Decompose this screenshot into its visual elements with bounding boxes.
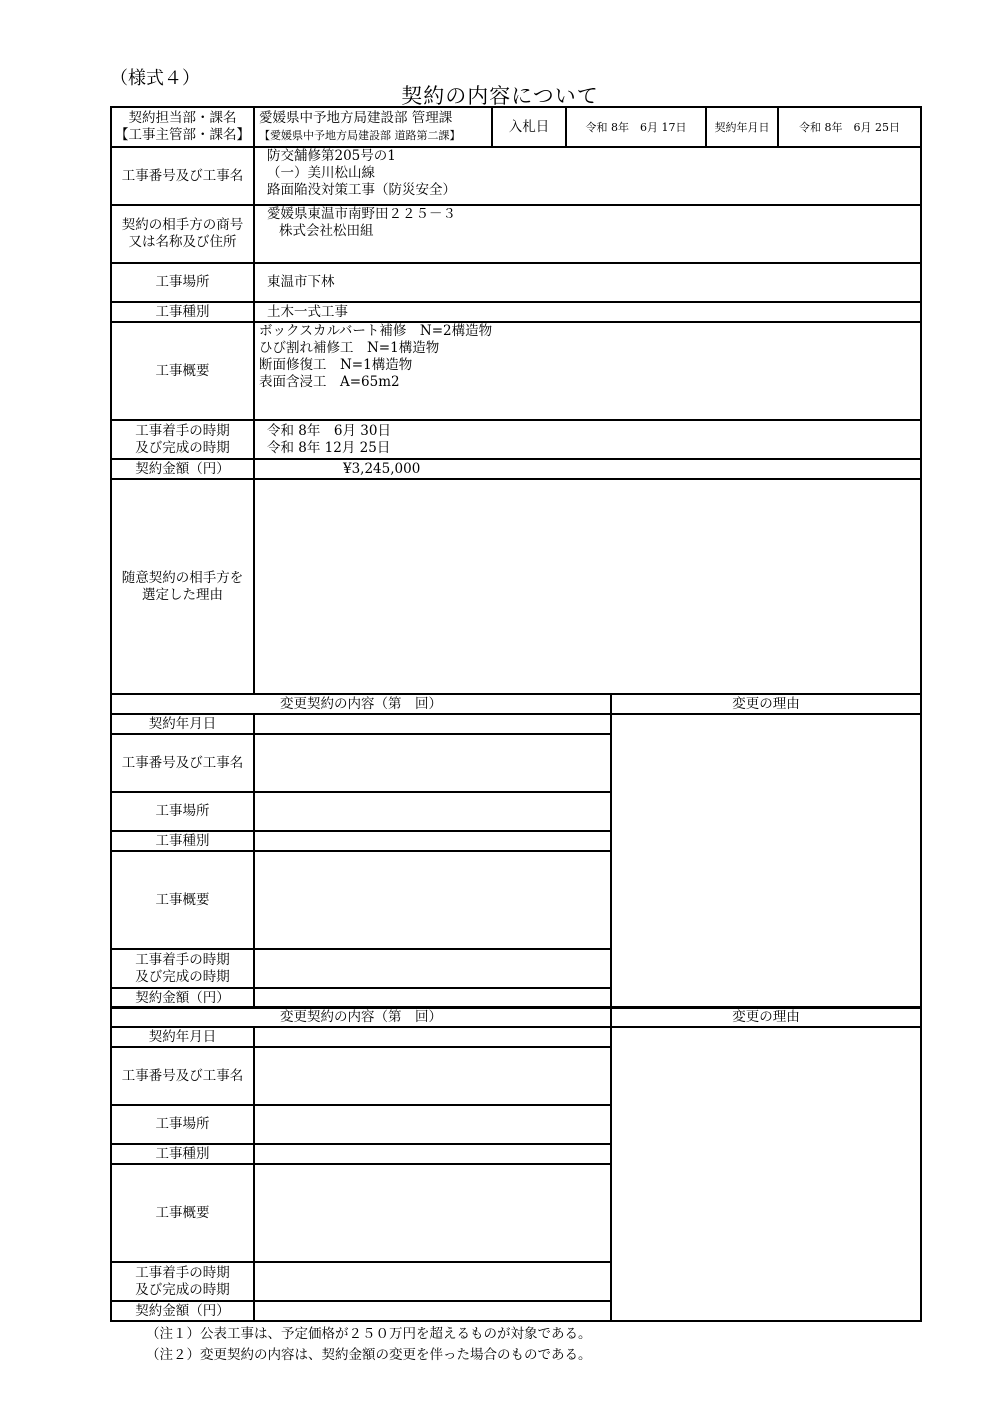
change-location-label: 工事場所 <box>111 792 254 831</box>
change-work-no-label: 工事番号及び工事名 <box>111 734 254 792</box>
work-no-value <box>254 147 921 205</box>
change-type-label: 工事種別 <box>111 1144 254 1164</box>
change-period-value <box>254 1262 611 1301</box>
change-type-label: 工事種別 <box>111 831 254 851</box>
change-summary-value <box>254 1164 611 1262</box>
reason-value <box>254 479 921 694</box>
change-reason-header: 変更の理由 <box>611 1007 921 1027</box>
change-header: 変更契約の内容（第 回） <box>111 694 611 714</box>
contractor-label <box>111 205 254 263</box>
reason-label-2: 選定した理由 <box>142 586 223 603</box>
change-reason-value <box>611 1027 921 1321</box>
contractor-label-1: 契約の相手方の商号 <box>121 217 244 233</box>
change-table-1 <box>110 693 922 1009</box>
change-amount-value <box>254 988 611 1008</box>
change-summary-label: 工事概要 <box>111 851 254 949</box>
contractor-name: 株式会社松田組 <box>279 223 374 239</box>
period-label <box>111 420 254 459</box>
summary-line-2: ひび割れ補修工 N=1構造物 <box>259 340 440 356</box>
change-period-label-1: 工事着手の時期 <box>135 951 230 968</box>
summary-label: 工事概要 <box>111 322 254 420</box>
period-start: 令和 8年 6月 30日 <box>267 422 391 439</box>
amount-label: 契約金額（円） <box>111 459 254 479</box>
change-period-label-2: 及び完成の時期 <box>135 968 230 985</box>
change-reason-value <box>611 714 921 1008</box>
type-value: 土木一式工事 <box>254 302 921 322</box>
change-period-label-1: 工事着手の時期 <box>135 1264 230 1281</box>
change-work-no-value <box>254 1047 611 1105</box>
change-period-value <box>254 949 611 988</box>
amount-value: ¥3,245,000 <box>254 459 921 479</box>
note-1: （注１）公表工事は、予定価格が２５０万円を超えるものが対象である。 <box>146 1326 592 1342</box>
change-amount-label: 契約金額（円） <box>111 988 254 1008</box>
change-table-2 <box>110 1006 922 1322</box>
contractor-value <box>254 205 921 263</box>
period-value <box>254 420 921 459</box>
page-title: 契約の内容について <box>401 84 599 108</box>
type-label: 工事種別 <box>111 302 254 322</box>
contract-date-label: 契約年月日 <box>706 107 778 147</box>
change-location-label: 工事場所 <box>111 1105 254 1144</box>
contract-table <box>110 106 922 695</box>
change-period-label <box>111 949 254 988</box>
change-type-value <box>254 1144 611 1164</box>
form-id: （様式４） <box>110 68 200 89</box>
change-header: 変更契約の内容（第 回） <box>111 1007 611 1027</box>
location-value: 東温市下林 <box>254 263 921 302</box>
reason-label <box>111 479 254 694</box>
dept-label <box>111 107 254 147</box>
contractor-address: 愛媛県東温市南野田２２５－３ <box>267 206 456 222</box>
change-amount-value <box>254 1301 611 1321</box>
work-no-line-1: 防交舗修第205号の1 <box>267 148 396 164</box>
change-summary-value <box>254 851 611 949</box>
dept-value-2: 【愛媛県中予地方局建設部 道路第二課】 <box>259 129 461 142</box>
change-work-no-value <box>254 734 611 792</box>
dept-value-1: 愛媛県中予地方局建設部 管理課 <box>259 110 453 126</box>
change-period-label-2: 及び完成の時期 <box>135 1281 230 1298</box>
dept-value <box>254 107 492 147</box>
bid-date-label: 入札日 <box>492 107 566 147</box>
period-end: 令和 8年 12月 25日 <box>267 439 391 456</box>
change-location-value <box>254 792 611 831</box>
change-amount-label: 契約金額（円） <box>111 1301 254 1321</box>
dept-label-1: 契約担当部・課名 <box>128 110 237 126</box>
summary-line-3: 断面修復工 N=1構造物 <box>259 357 413 373</box>
change-summary-label: 工事概要 <box>111 1164 254 1262</box>
contractor-label-2: 又は名称及び住所 <box>128 234 237 250</box>
change-reason-header: 変更の理由 <box>611 694 921 714</box>
work-no-line-2: （一）美川松山線 <box>267 165 375 181</box>
summary-line-4: 表面含浸工 A=65m2 <box>259 374 400 390</box>
change-contract-date-label: 契約年月日 <box>111 714 254 734</box>
contract-date-value: 令和 8年 6月 25日 <box>778 107 921 147</box>
note-2: （注２）変更契約の内容は、契約金額の変更を伴った場合のものである。 <box>146 1347 592 1363</box>
change-location-value <box>254 1105 611 1144</box>
summary-line-1: ボックスカルバート補修 N=2構造物 <box>259 323 493 339</box>
change-type-value <box>254 831 611 851</box>
bid-date-value: 令和 8年 6月 17日 <box>566 107 706 147</box>
change-work-no-label: 工事番号及び工事名 <box>111 1047 254 1105</box>
change-contract-date-value <box>254 1027 611 1047</box>
change-period-label <box>111 1262 254 1301</box>
summary-value <box>254 322 921 420</box>
location-label: 工事場所 <box>111 263 254 302</box>
reason-label-1: 随意契約の相手方を <box>121 569 244 586</box>
change-contract-date-label: 契約年月日 <box>111 1027 254 1047</box>
work-no-line-3: 路面陥没対策工事（防災安全） <box>267 182 456 198</box>
change-contract-date-value <box>254 714 611 734</box>
period-label-1: 工事着手の時期 <box>135 422 230 439</box>
work-no-label: 工事番号及び工事名 <box>111 147 254 205</box>
dept-label-2: 【工事主管部・課名】 <box>115 127 250 143</box>
period-label-2: 及び完成の時期 <box>135 439 230 456</box>
